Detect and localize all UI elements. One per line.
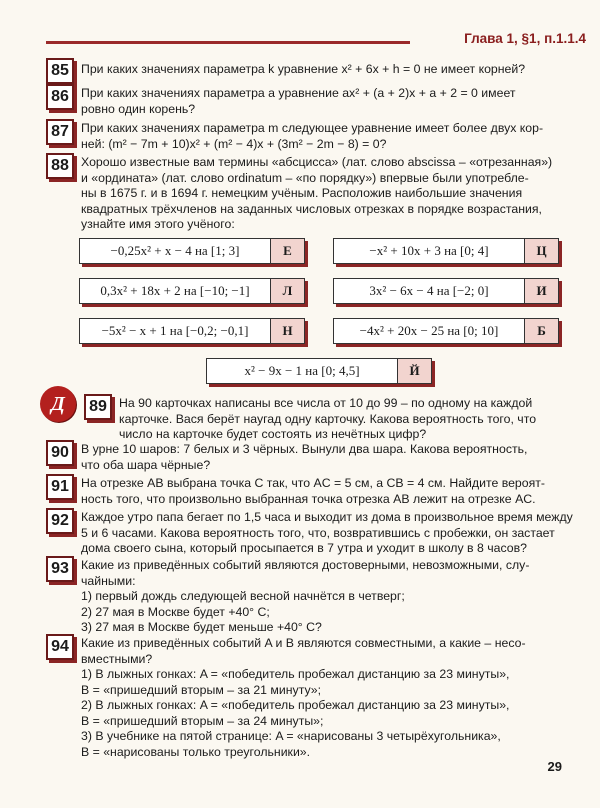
problem-text: ность того, что произвольно выбранная точка отрезка AB лежит на отрезке AC. bbox=[81, 491, 536, 506]
problem-93 bbox=[46, 556, 566, 636]
letter-cell bbox=[333, 278, 559, 304]
problem-88 bbox=[46, 153, 566, 233]
problem-text: и «ордината» (лат. слово ordinatum – «по порядку») впервые были употребле- bbox=[81, 170, 529, 185]
problem-text: B = «нарисованы только треугольники». bbox=[81, 744, 311, 759]
problem-text: При каких значениях параметра k уравнение x² + 6x + h = 0 не имеет корней? bbox=[81, 62, 526, 76]
problem-text: ны в 1675 г. и в 1694 г. немецким учёным. Расположив наибольшие значения bbox=[81, 186, 523, 200]
problem-number: 87 bbox=[46, 119, 74, 145]
problem-text: 2) 27 мая в Москве будет +40° C; bbox=[81, 604, 270, 619]
problem-text: ровно один корень? bbox=[81, 101, 196, 116]
problem-text: 1) В лыжных гонках: A = «победитель пробежал дистанцию за 23 минуты», bbox=[81, 667, 510, 681]
cell-letter: Б bbox=[524, 319, 558, 343]
problem-85 bbox=[46, 58, 566, 78]
problem-text: ней: (m² − 7m + 10)x² + (m² − 4)x + (3m² − 2m − 8) = 0? bbox=[81, 136, 387, 151]
page-number: 29 bbox=[547, 759, 562, 774]
problem-text: На 90 карточках написаны все числа от 10 до 99 – по одному на каждой bbox=[119, 396, 533, 410]
problem-text: Каждое утро папа бегает по 1,5 часа и выходит из дома в произвольное время между bbox=[81, 510, 573, 524]
letter-cell bbox=[206, 358, 432, 384]
problem-number: 85 bbox=[46, 58, 74, 84]
letter-cell bbox=[79, 238, 305, 264]
problem-number: 90 bbox=[46, 440, 74, 466]
problem-text: При каких значениях параметра m следующее уравнение имеет более двух кор- bbox=[81, 121, 544, 135]
letter-cell bbox=[79, 278, 305, 304]
problem-text: 5 и 6 часами. Какова вероятность того, что, возвратившись с пробежки, он застает bbox=[81, 525, 555, 540]
problem-text: число на карточке будет состоять из нечётных цифр? bbox=[119, 427, 427, 441]
problem-number: 89 bbox=[84, 394, 112, 420]
problem-87 bbox=[46, 119, 566, 152]
cell-expression: x² − 9x − 1 на [0; 4,5] bbox=[244, 363, 360, 378]
problem-text: Какие из приведённых событий A и B являются совместными, а какие – несо- bbox=[81, 636, 526, 650]
chapter-heading: Глава 1, §1, п.1.1.4 bbox=[464, 31, 586, 46]
problem-text: карточке. Вася берёт наугад одну карточку. Какова вероятность того, что bbox=[119, 411, 537, 426]
problem-text: квадратных трёхчленов на заданных числовых отрезках в порядке возрастания, bbox=[81, 201, 542, 216]
problem-91 bbox=[46, 474, 566, 507]
problem-text: Хорошо известные вам термины «абсцисса» (лат. слово abscissa – «отрезанная») bbox=[81, 155, 553, 169]
problem-number: 86 bbox=[46, 84, 74, 110]
problem-number: 92 bbox=[46, 508, 74, 534]
cell-expression: 3x² − 6x − 4 на [−2; 0] bbox=[369, 283, 489, 298]
problem-89 bbox=[84, 394, 564, 443]
cell-letter: Й bbox=[397, 359, 431, 383]
difficulty-badge: Д bbox=[40, 386, 76, 422]
header-rule bbox=[46, 41, 410, 44]
letter-cell bbox=[333, 318, 559, 344]
cell-expression: −x² + 10x + 3 на [0; 4] bbox=[369, 243, 489, 258]
problem-text: дома своего сына, который просыпается в 7 утра и уходит в школу в 8 часов? bbox=[81, 541, 527, 555]
cell-expression: −0,25x² + x − 4 на [1; 3] bbox=[110, 243, 240, 258]
cell-expression: −5x² − x + 1 на [−0,2; −0,1] bbox=[101, 323, 249, 338]
letter-cell bbox=[333, 238, 559, 264]
problem-text: что оба шара чёрные? bbox=[81, 457, 211, 472]
problem-90 bbox=[46, 440, 566, 473]
problem-text: вместными? bbox=[81, 651, 153, 666]
problem-text: B = «пришедший вторым – за 24 минуты»; bbox=[81, 713, 324, 728]
cell-letter: Е bbox=[270, 239, 304, 263]
problem-text: 1) первый дождь следующей весной начнётся в четверг; bbox=[81, 589, 405, 603]
problem-text: 3) 27 мая в Москве будет меньше +40° C? bbox=[81, 620, 322, 634]
problem-text: чайными: bbox=[81, 573, 136, 588]
problem-number: 93 bbox=[46, 556, 74, 582]
problem-text: B = «пришедший вторым – за 21 минуту»; bbox=[81, 682, 322, 697]
problem-86 bbox=[46, 84, 566, 117]
problem-text: 2) В лыжных гонках: A = «победитель пробежал дистанцию за 23 минуты», bbox=[81, 698, 510, 712]
cell-letter: Н bbox=[270, 319, 304, 343]
cell-letter: Л bbox=[270, 279, 304, 303]
cell-letter: И bbox=[524, 279, 558, 303]
cell-letter: Ц bbox=[524, 239, 558, 263]
problem-number: 88 bbox=[46, 153, 74, 179]
problem-text: 3) В учебнике на пятой странице: A = «нарисованы 3 четырёхугольника», bbox=[81, 729, 501, 743]
problem-text: При каких значениях параметра a уравнение ax² + (a + 2)x + a + 2 = 0 имеет bbox=[81, 86, 516, 100]
problem-number: 94 bbox=[46, 634, 74, 660]
problem-92 bbox=[46, 508, 573, 557]
letter-cell bbox=[79, 318, 305, 344]
problem-text: Какие из приведённых событий являются достоверными, невозможными, слу- bbox=[81, 558, 530, 572]
cell-expression: −4x² + 20x − 25 на [0; 10] bbox=[359, 323, 499, 338]
problem-94 bbox=[46, 634, 566, 760]
problem-text: узнайте имя этого учёного: bbox=[81, 217, 235, 231]
problem-text: На отрезке AB выбрана точка C так, что AC = 5 см, а CB = 4 см. Найдите верoят- bbox=[81, 476, 545, 490]
cell-expression: 0,3x² + 18x + 2 на [−10; −1] bbox=[100, 283, 250, 298]
problem-text: В урне 10 шаров: 7 белых и 3 чёрных. Вынули два шара. Какова вероятность, bbox=[81, 442, 528, 456]
problem-number: 91 bbox=[46, 474, 74, 500]
